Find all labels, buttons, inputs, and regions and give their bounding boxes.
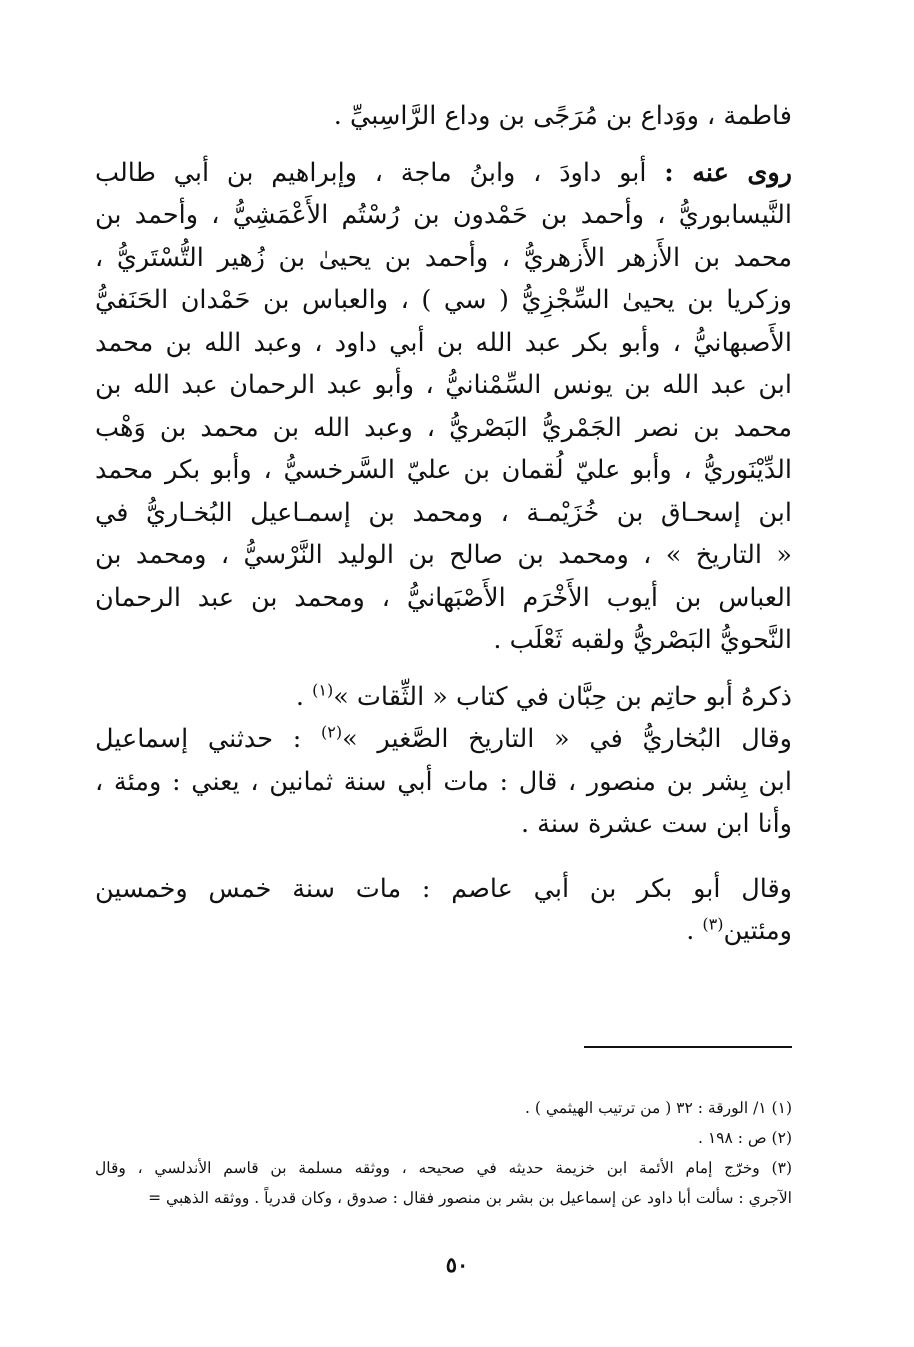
text-line: محمد بن نصر الجَمْريُّ البَصْريُّ ، وعبد الله بن محمد بن وَهْب [95, 412, 792, 443]
footnote-1: (١) ١/ الورقة : ٣٢ ( من ترتيب الهيثمي ) . [525, 1099, 792, 1117]
page-number: ٥٠ [445, 1252, 469, 1277]
text-line: ابن إسحـاق بن خُزَيْمـة ، ومحمد بن إسمـاعيل البُخـاريُّ في [95, 497, 792, 528]
text-line: محمد بن الأَزهر الأَزهريُّ ، وأحمد بن يحيىٰ بن زُهير التُّسْتَريُّ ، [95, 242, 792, 273]
footnote-3-continued: الآجري : سألت أبا داود عن إسماعيل بن بشر بن منصور فقال : صدوق ، وكان قدرياً . ووثقه الذهبي = [148, 1189, 792, 1207]
paragraph-ibn-hibban [95, 676, 792, 719]
text-line [95, 676, 792, 719]
text-span: : حدثني إسماعيل [95, 724, 322, 754]
text-line: وقال أبو بكر بن أبي عاصم : مات سنة خمس وخمسين [95, 873, 792, 904]
footnote-ref[interactable]: (٢) [321, 722, 343, 742]
text-line: الدِّيْنَوريُّ ، وأبو عليّ لُقمان بن عليّ السَّرخسيُّ ، وأبو بكر محمد [95, 455, 792, 485]
paragraph-ibn-abi-asim [95, 868, 792, 953]
paragraph-continuation [95, 95, 792, 138]
text-line: وأنا ابن ست عشرة سنة . [520, 809, 792, 839]
text-line: فاطمة ، ووَداع بن مُرَجًى بن وداع الرَّاسِبيِّ . [333, 101, 792, 131]
footnotes [95, 1093, 792, 1213]
text-line: النَّيسابوريُّ ، وأحمد بن حَمْدون بن رُسْتُم الأَعْمَشِيُّ ، وأحمد بن [95, 200, 792, 230]
text-span: . [686, 916, 703, 946]
text-line: « التاريخ » ، ومحمد بن صالح بن الوليد النَّرْسيُّ ، ومحمد بن [95, 540, 792, 570]
paragraph-bukhari [95, 718, 792, 846]
text-line: النَّحويُّ البَصْريُّ ولقبه ثَعْلَب . [493, 625, 792, 655]
text-span: ذكرهُ أبو حاتِم بن حِبَّان في كتاب « الثِّقات » [333, 681, 792, 712]
footnote-ref[interactable]: (٣) [702, 914, 724, 934]
text-line [95, 152, 792, 195]
text-line: الأَصبهانيُّ ، وأبو بكر عبد الله بن أبي داود ، وعبد الله بن محمد [95, 327, 792, 358]
text-line [95, 910, 792, 953]
text-line: ابن عبد الله بن يونس السِّمْنانيُّ ، وأبو عبد الرحمان عبد الله بن [95, 370, 792, 400]
paragraph-narrators [95, 152, 792, 662]
footnote-2: (٢) ص : ١٩٨ . [697, 1129, 792, 1147]
text-line: وزكريا بن يحيىٰ السِّجْزِيُّ ( سي ) ، والعباس بن حَمْدان الحَنَفيُّ [95, 285, 792, 315]
text-line: العباس بن أيوب الأَخْرَم الأَصْبَهانيُّ ، ومحمد بن عبد الرحمان [95, 582, 792, 613]
main-text [95, 95, 792, 953]
footnote-3: (٣) وخرّج إمام الأئمة ابن خزيمة حديثه في صحيحه ، ووثقه مسلمة بن قاسم الأندلسي ، وقال [95, 1159, 792, 1177]
footnote-separator [584, 1046, 792, 1048]
section-lead: روى عنه : [664, 157, 792, 188]
footnote-ref[interactable]: (١) [312, 680, 334, 699]
text-line [95, 718, 792, 761]
text-line: ابن بِشر بن منصور ، قال : مات أبي سنة ثمانين ، يعني : ومئة ، [95, 766, 792, 797]
text-span: أبو داودَ ، وابنُ ماجة ، وإبراهيم بن أبي طالب [95, 157, 665, 188]
text-span: ومئتين [723, 916, 792, 946]
text-span: . [295, 681, 313, 712]
text-span: وقال البُخاريُّ في « التاريخ الصَّغير » [342, 724, 792, 754]
